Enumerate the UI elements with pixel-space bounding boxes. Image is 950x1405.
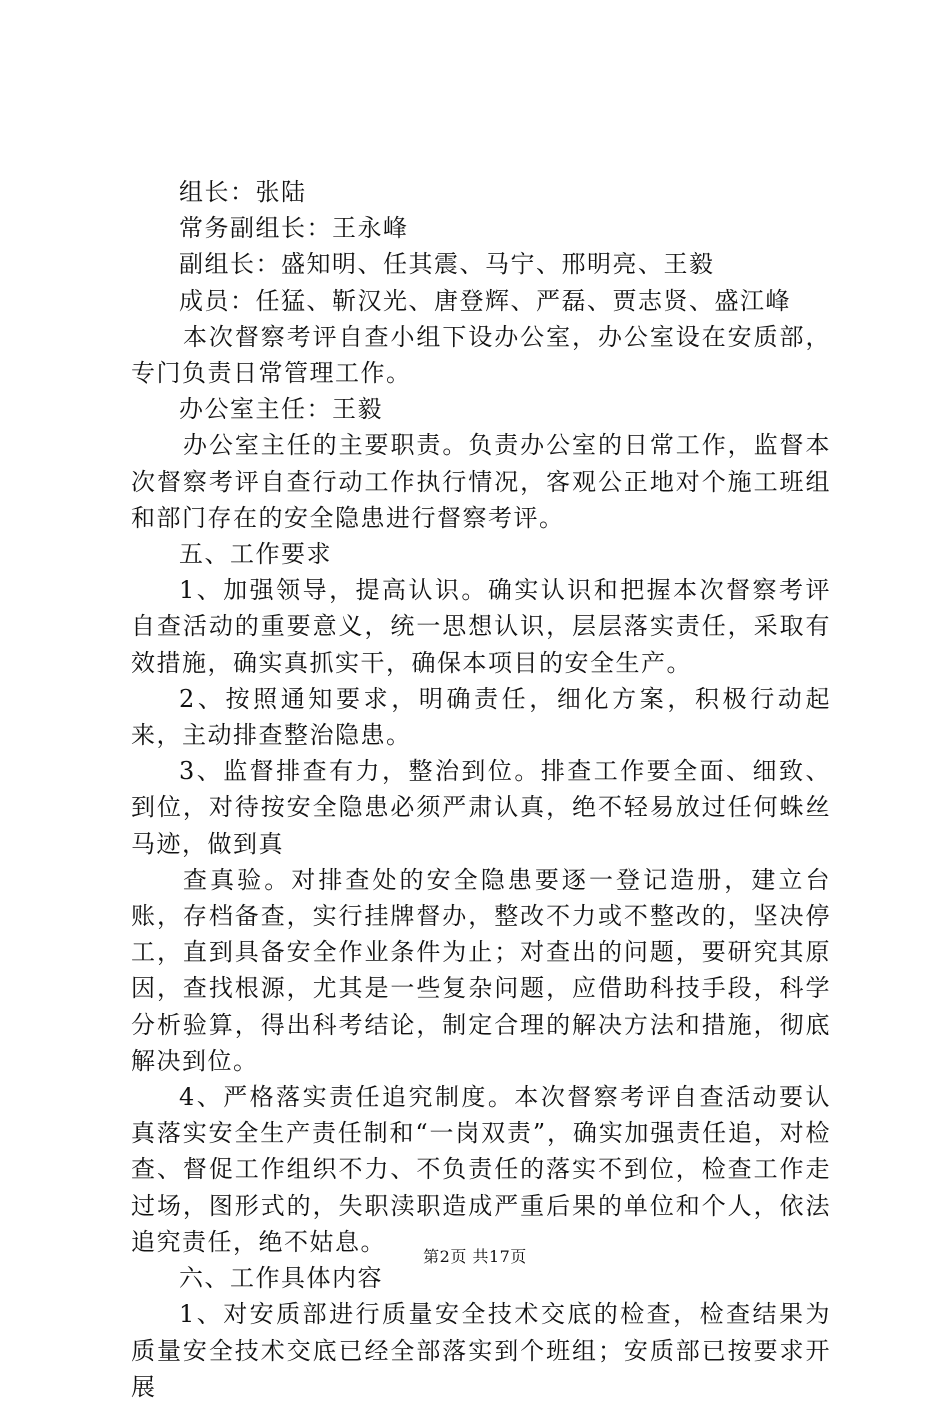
paragraph-content-1: 1、对安质部进行质量安全技术交底的检查，检查结果为质量安全技术交底已经全部落实到个班组；安质部已按要求开展 xyxy=(131,1300,831,1401)
paragraph-requirement-2: 2、按照通知要求，明确责任，细化方案，积极行动起来，主动排查整治隐患。 xyxy=(131,684,831,750)
paragraph-members: 成员：任猛、靳汉光、唐登辉、严磊、贾志贤、盛江峰 xyxy=(179,286,791,315)
paragraph-requirement-3: 3、监督排查有力，整治到位。排查工作要全面、细致、到位，对待按安全隐患必须严肃认真，绝不轻易放过任何蛛丝马迹，做到真 xyxy=(131,757,831,858)
page-number-footer: 第2页 共17页 xyxy=(423,1247,527,1266)
paragraph-director-duties: 办公室主任的主要职责。负责办公室的日常工作，监督本次督察考评自查行动工作执行情况，客观公正地对个施工班组和部门存在的安全隐患进行督察考评。 xyxy=(131,431,831,532)
paragraph-requirement-4: 4、严格落实责任追究制度。本次督察考评自查活动要认真落实安全生产责任制和“一岗双责”，确实加强责任追，对检查、督促工作组织不力、不负责任的落实不到位，检查工作走过场，图形式的，失职渎职造成严重后果的单位和个人，依法追究责任，绝不姑息。 xyxy=(131,1083,831,1256)
paragraph-office-director: 办公室主任：王毅 xyxy=(179,395,383,424)
section-heading-work-requirements: 五、工作要求 xyxy=(179,540,332,569)
section-heading-work-content: 六、工作具体内容 xyxy=(179,1264,383,1293)
paragraph-group-leader: 组长：张陆 xyxy=(179,178,307,206)
paragraph-requirement-3-continued: 查真验。对排查处的安全隐患要逐一登记造册，建立台账，存档备查，实行挂牌督办，整改不力或不整改的，坚决停工，直到具备安全作业条件为止；对查出的问题，要研究其原因，查找根源，尤其是一些复杂问题，应借助科技手段，科学分析验算，得出科考结论，制定合理的解决方法和措施，彻底解决到位。 xyxy=(131,865,831,1075)
paragraph-requirement-1: 1、加强领导，提高认识。确实认识和把握本次督察考评自查活动的重要意义，统一思想认识，层层落实责任，采取有效措施，确实真抓实干，确保本项目的安全生产。 xyxy=(131,576,831,677)
paragraph-executive-deputy-leader: 常务副组长：王永峰 xyxy=(179,214,409,243)
document-body xyxy=(131,174,831,1405)
paragraph-deputy-leaders: 副组长：盛知明、任其震、马宁、邢明亮、王毅 xyxy=(179,250,715,279)
paragraph-office-setup: 本次督察考评自查小组下设办公室，办公室设在安质部，专门负责日常管理工作。 xyxy=(131,322,831,388)
